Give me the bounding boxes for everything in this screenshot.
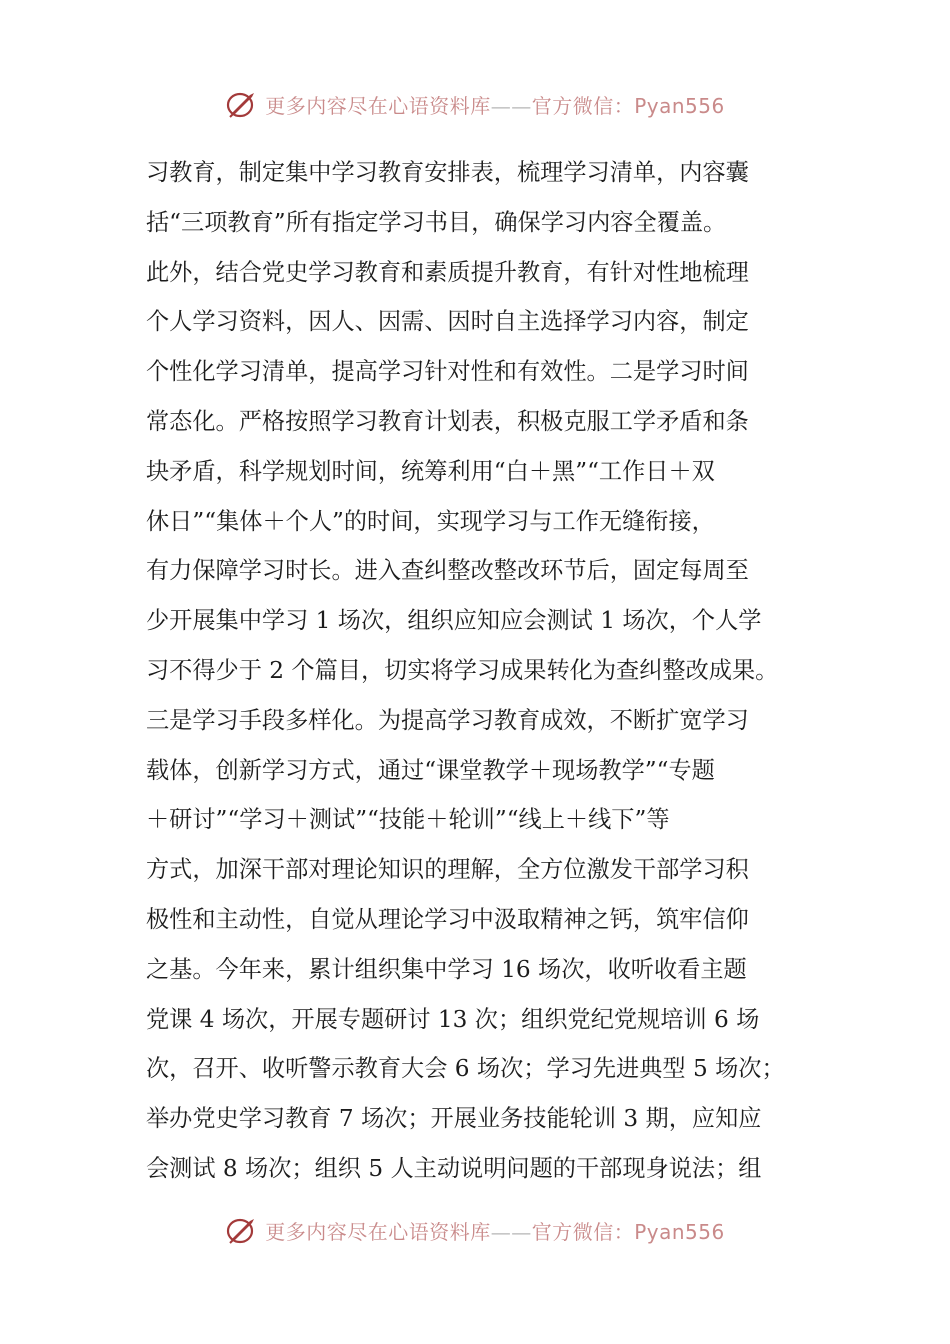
- document-body: [146, 148, 818, 1194]
- body-text-line: 个人学习资料，因人、因需、因时自主选择学习内容，制定: [146, 308, 749, 336]
- body-text-line: 块矛盾，科学规划时间，统筹利用“白＋黑”“工作日＋双: [146, 457, 715, 485]
- body-text-line: 有力保障学习时长。进入查纠整改整改环节后，固定每周至: [146, 557, 749, 585]
- footer-banner-text: 更多内容尽在心语资料库——官方微信：Pyan556: [265, 1219, 725, 1244]
- body-text-line: ＋研讨”“学习＋测试”“技能＋轮训”“线上＋线下”等: [146, 806, 670, 834]
- body-text-line: 次，召开、收听警示教育大会 6 场次；学习先进典型 5 场次；: [146, 1055, 785, 1083]
- body-text-line: 会测试 8 场次；组织 5 人主动说明问题的干部现身说法；组: [146, 1154, 762, 1182]
- header-watermark-banner: [0, 84, 950, 124]
- body-text-line: 习教育，制定集中学习教育安排表，梳理学习清单，内容囊: [146, 159, 749, 186]
- body-text-line: 之基。今年来，累计组织集中学习 16 场次，收听收看主题: [146, 955, 747, 983]
- body-text-line: 三是学习手段多样化。为提高学习教育成效，不断扩宽学习: [146, 706, 749, 734]
- pen-logo-icon: [225, 1213, 259, 1247]
- body-text-line: 个性化学习清单，提高学习针对性和有效性。二是学习时间: [146, 358, 749, 386]
- pen-logo-icon: [225, 87, 259, 121]
- body-text-line: 括“三项教育”所有指定学习书目，确保学习内容全覆盖。: [146, 208, 727, 236]
- body-text-line: 举办党史学习教育 7 场次；开展业务技能轮训 3 期，应知应: [146, 1105, 762, 1133]
- body-text-line: 少开展集中学习 1 场次，组织应知应会测试 1 场次，个人学: [146, 607, 762, 635]
- body-text-line: 此外，结合党史学习教育和素质提升教育，有针对性地梳理: [146, 258, 749, 286]
- body-text-line: 极性和主动性，自觉从理论学习中汲取精神之钙，筑牢信仰: [146, 905, 749, 933]
- footer-watermark-banner: [0, 1210, 950, 1250]
- body-text-line: 方式，加深干部对理论知识的理解，全方位激发干部学习积: [146, 856, 749, 884]
- body-text-line: 休日”“集体＋个人”的时间，实现学习与工作无缝衔接，: [146, 507, 715, 535]
- body-text-line: 常态化。严格按照学习教育计划表，积极克服工学矛盾和条: [146, 407, 749, 435]
- body-text-line: 习不得少于 2 个篇目，切实将学习成果转化为查纠整改成果。: [146, 656, 779, 684]
- header-banner-text: 更多内容尽在心语资料库——官方微信：Pyan556: [265, 93, 725, 118]
- body-text-line: 党课 4 场次，开展专题研讨 13 次；组织党纪党规培训 6 场: [146, 1005, 760, 1033]
- body-text-line: 载体，创新学习方式，通过“课堂教学＋现场教学”“专题: [146, 756, 715, 784]
